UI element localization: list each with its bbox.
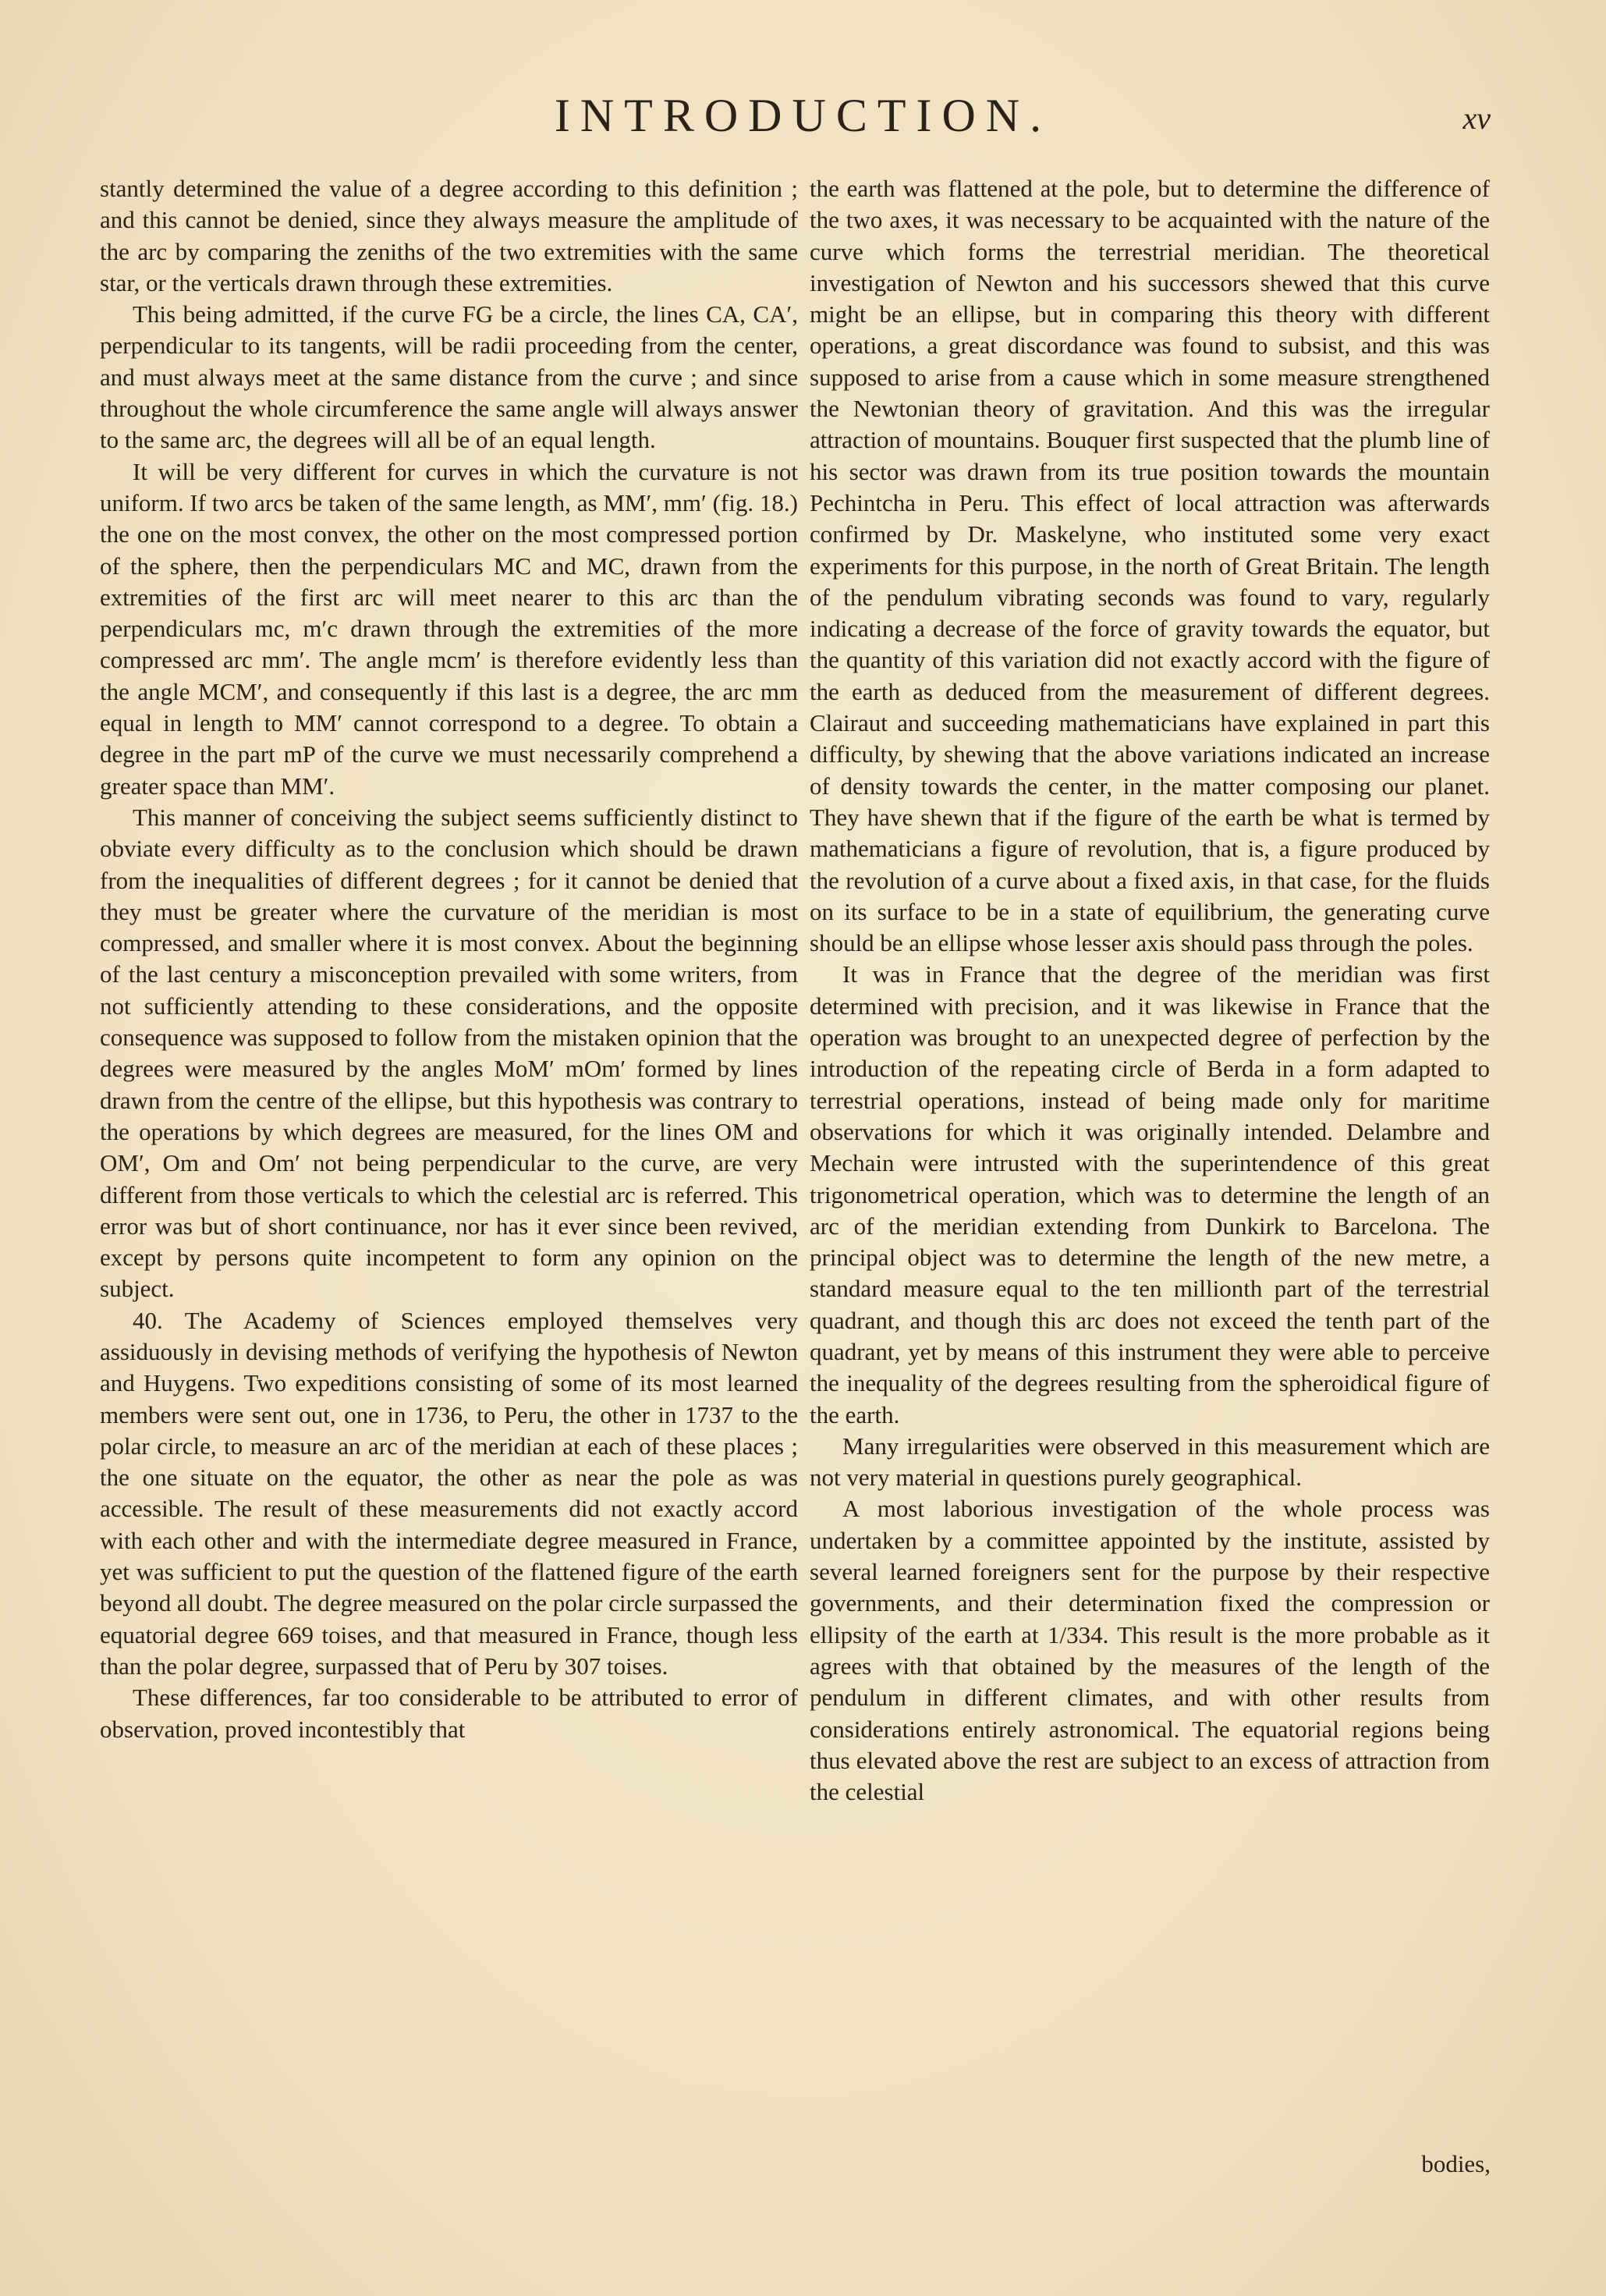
- paragraph: This being admitted, if the curve FG be a circle, the lines CA, CA′, perpendicular to its tangents, will be radii proceeding from the center, and must always meet at the same distance from the curve ; and since throughout the whole circumference the same angle will always answer to the same arc, the degrees will all be of an equal length.: [100, 300, 798, 454]
- page-number: xv: [1462, 101, 1491, 136]
- running-title: INTRODUCTION.: [554, 90, 1052, 141]
- catchword: bodies,: [1421, 2150, 1491, 2177]
- paragraph: A most laborious investigation of the whole process was undertaken by a committee appointed by the institute, assisted by several learned foreigners sent for the purpose by their respective governments, and their determination fixed the compression or ellipsity of the earth at 1/334. This result is the more probable as it agrees with that obtained by the measures of the length of the pendulum in different climates, and with other results from considerations entirely astronomical. The equatorial regions being thus elevated above the rest are subject to an excess of attraction from the celestial: [810, 1495, 1490, 1806]
- paragraph: It will be very different for curves in which the curvature is not uniform. If two arcs be taken of the same length, as MM′, mm′ (fig. 18.) the one on the most convex, the other on the most compressed portion of the sphere, then the perpendiculars MC and MC, drawn from the extremities of the first arc will meet nearer to this arc than the perpendiculars mc, m′c drawn through the extremities of the more compressed arc mm′. The angle mcm′ is therefore evidently less than the angle MCM′, and consequently if this last is a degree, the arc mm equal in length to MM′ cannot correspond to a degree. To obtain a degree in the part mP of the curve we must necessarily comprehend a greater space than MM′.: [100, 457, 798, 800]
- page-header: [0, 92, 1606, 139]
- paragraph: It was in France that the degree of the meridian was first determined with precision, and it was likewise in France that the operation was brought to an unexpected degree of perfection by the introduction of the repeating circle of Berda in a form adapted to terrestrial operations, instead of being made only for maritime observations for which it was originally intended. Delambre and Mechain were intrusted with the superintendence of this great trigonometrical operation, which was to determine the length of an arc of the meridian extending from Dunkirk to Barcelona. The principal object was to determine the length of the new metre, a standard measure equal to the ten millionth part of the terrestrial quadrant, and though this arc does not exceed the tenth part of the quadrant, yet by means of this instrument they were able to perceive the inequality of the degrees resulting from the spheroidical figure of the earth.: [810, 960, 1490, 1428]
- left-column: [100, 173, 798, 1745]
- right-column: [810, 173, 1490, 1808]
- paragraph: 40. The Academy of Sciences employed themselves very assiduously in devising methods of verifying the hypothesis of Newton and Huygens. Two expeditions consisting of some of its most learned members were sent out, one in 1736, to Peru, the other in 1737 to the polar circle, to measure an arc of the meridian at each of these places ; the one situate on the equator, the other as near the pole as was accessible. The result of these measurements did not exactly accord with each other and with the intermediate degree measured in France, yet was sufficient to put the question of the flattened figure of the earth beyond all doubt. The degree measured on the polar circle surpassed the equatorial degree 669 toises, and that measured in France, though less than the polar degree, surpassed that of Peru by 307 toises.: [100, 1306, 798, 1680]
- paragraph: stantly determined the value of a degree according to this definition ; and this cannot be denied, since they always measure the amplitude of the arc by comparing the zeniths of the two extremities with the same star, or the verticals drawn through these extremities.: [100, 175, 798, 296]
- paragraph: This manner of conceiving the subject seems sufficiently distinct to obviate every difficulty as to the conclusion which should be drawn from the inequalities of different degrees ; for it cannot be denied that they must be greater where the curvature of the meridian is most compressed, and smaller where it is most convex. About the beginning of the last century a misconception prevailed with some writers, from not sufficiently attending to these considerations, and the opposite consequence was supposed to follow from the mistaken opinion that the degrees were measured by the angles MoM′ mOm′ formed by lines drawn from the centre of the ellipse, but this hypothesis was contrary to the operations by which degrees are measured, for the lines OM and OM′, Om and Om′ not being perpendicular to the curve, are very different from those verticals to which the celestial arc is referred. This error was but of short continuance, nor has it ever since been revived, except by persons quite incompetent to form any opinion on the subject.: [100, 803, 798, 1303]
- paragraph: These differences, far too considerable to be attributed to error of observation, proved incontestibly that: [100, 1684, 798, 1743]
- paragraph: the earth was flattened at the pole, but to determine the difference of the two axes, it was necessary to be acquainted with the nature of the curve which forms the terrestrial meridian. The theoretical investigation of Newton and his successors shewed that this curve might be an ellipse, but in comparing this theory with different operations, a great discordance was found to subsist, and this was supposed to arise from a cause which in some measure strengthened the Newtonian theory of gravitation. And this was the irregular attraction of mountains. Bouquer first suspected that the plumb line of his sector was drawn from its true position towards the mountain Pechintcha in Peru. This effect of local attraction was afterwards confirmed by Dr. Maskelyne, who instituted some very exact experiments for this purpose, in the north of Great Britain. The length of the pendulum vibrating seconds was found to vary, regularly indicating a decrease of the force of gravity towards the equator, but the quantity of this variation did not exactly accord with the figure of the earth as deduced from the measurement of different degrees. Clairaut and succeeding mathematicians have explained in part this difficulty, by shewing that the above variations indicated an increase of density towards the center, in the matter composing our planet. They have shewn that if the figure of the earth be what is termed by mathematicians a figure of revolution, that is, a figure produced by the revolution of a curve about a fixed axis, in that case, for the fluids on its surface to be in a state of equilibrium, the generating curve should be an ellipse whose lesser axis should pass through the poles.: [810, 175, 1490, 957]
- paragraph: Many irregularities were observed in this measurement which are not very material in questions purely geographical.: [810, 1432, 1490, 1492]
